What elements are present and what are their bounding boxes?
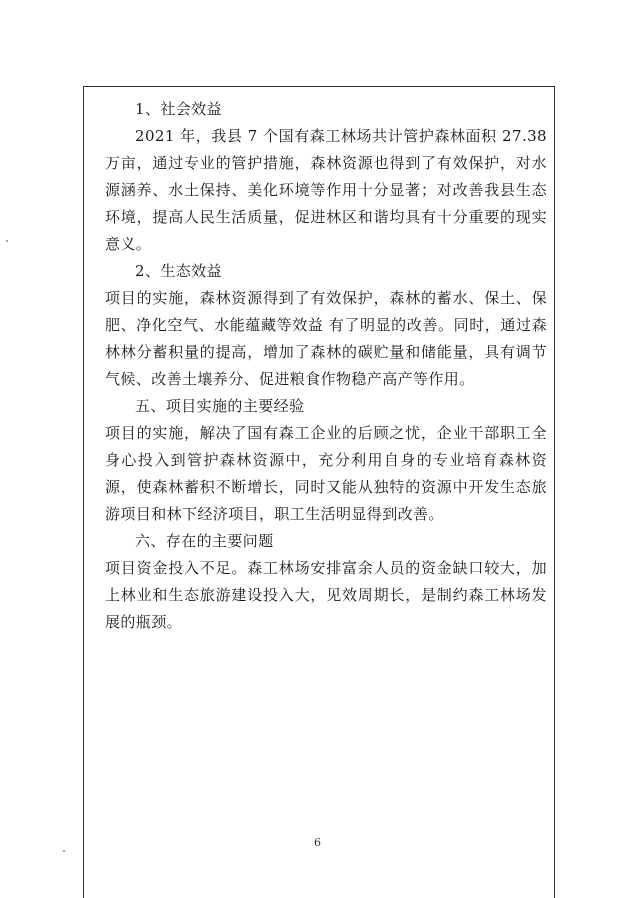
section-heading-social-benefit: 1、社会效益 — [135, 100, 222, 118]
section-heading-main-problems: 六、存在的主要问题 — [135, 532, 274, 550]
paragraph-main-problems: 项目资金投入不足。森工林场安排富余人员的资金缺口较大，加上林业和生态旅游建设投入大，见效周期长，是制约森工林场发展的瓶颈。 — [105, 559, 547, 631]
page-number: 6 — [314, 836, 321, 849]
paragraph-ecological-benefit: 项目的实施，森林资源得到了有效保护，森林的蓄水、保土、保肥、净化空气、水能蕴藏等效益 有了明显的改善。同时，通过森林林分蓄积量的提高，增加了森林的碳贮量和储能量，具有调节气候、改善土壤养分、促进粮食作物稳产高产等作用。 — [105, 289, 547, 388]
section-heading-ecological-benefit: 2、生态效益 — [135, 262, 222, 280]
paragraph-social-benefit: 2021 年，我县 7 个国有森工林场共计管护森林面积 27.38 万亩，通过专业的管护措施，森林资源也得到了有效保护，对水源涵养、水土保持、美化环境等作用十分显著；对改善我县生态环境，提高人民生活质量，促进林区和谐均具有十分重要的现实意义。 — [105, 127, 547, 253]
paragraph-main-experience: 项目的实施，解决了国有森工企业的后顾之忧，企业干部职工全身心投入到管护森林资源中，充分利用自身的专业培育森林资源，使森林蓄积不断增长，同时又能从独特的资源中开发生态旅游项目和林下经济项目，职工生活明显得到改善。 — [105, 424, 547, 523]
scan-speck — [6, 240, 8, 242]
document-body — [105, 96, 547, 636]
section-heading-main-experience: 五、项目实施的主要经验 — [135, 397, 305, 415]
scan-speck — [63, 850, 65, 852]
